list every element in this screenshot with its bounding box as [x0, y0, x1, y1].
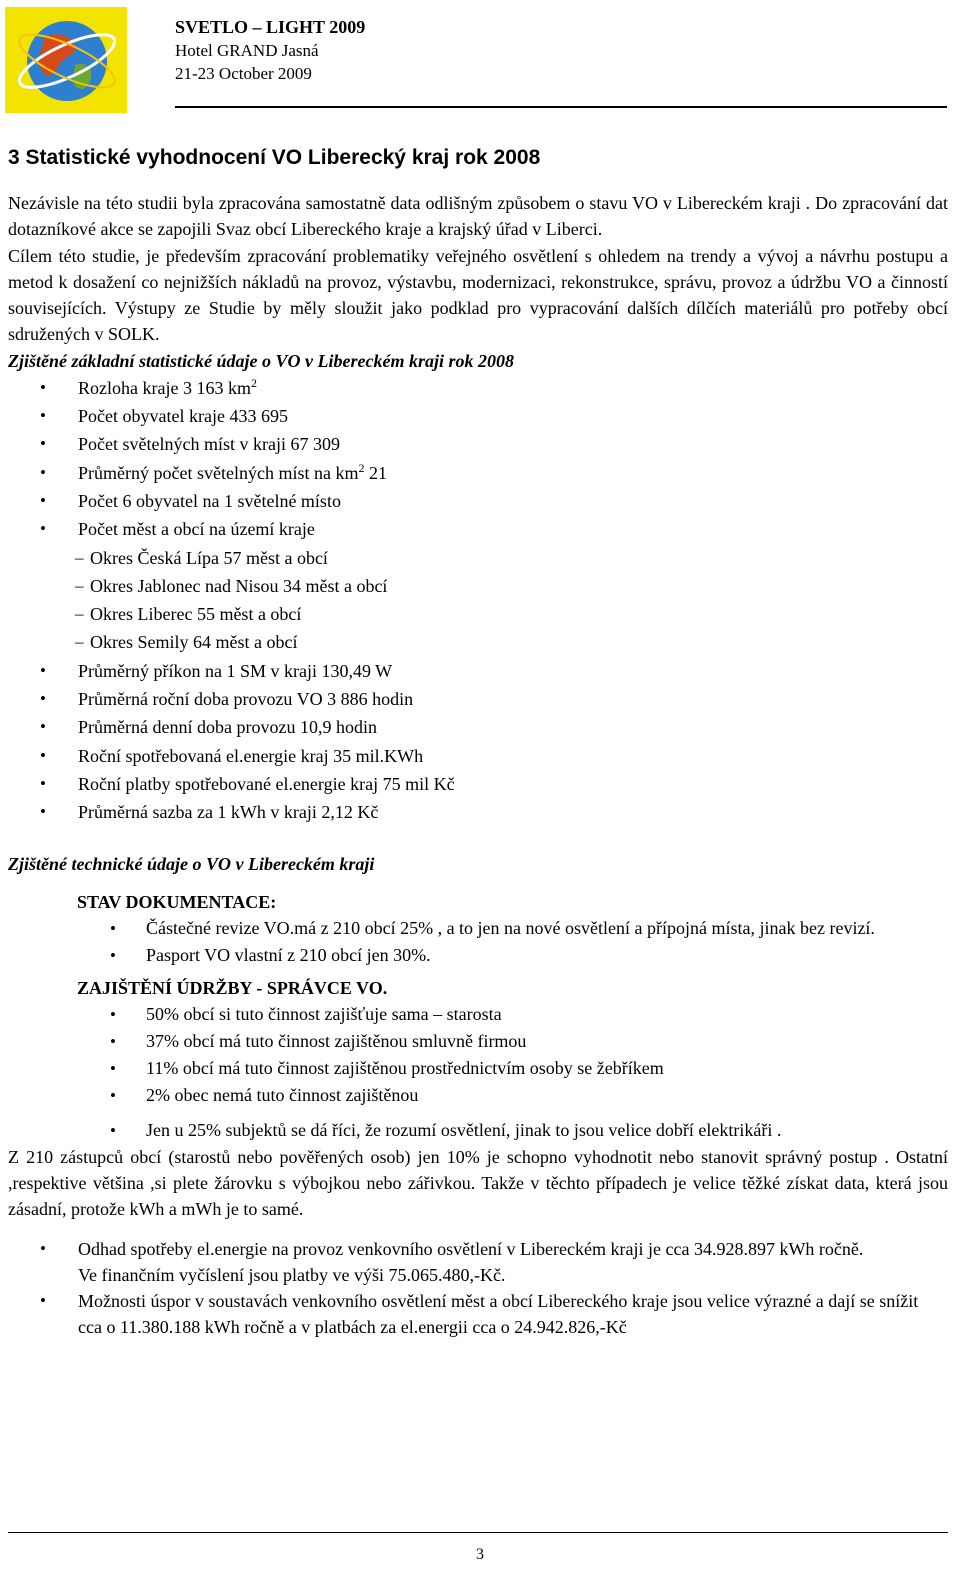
header-divider: [175, 106, 947, 108]
goal-paragraph: Cílem této studie, je především zpracování problematiky veřejného osvětlení s ohledem na trendy a vývoj a návrhu postupu a metod k dosažení co nejnižších nákladů na provoz, výstavbu, modernizaci, rekonstrukce, správu, provoz a údržbu VO a činností souvisejících. Výstupy ze Studie by měly sloužit jako podklad pro vypracování dalších dílčích materiálů pro potřeby obcí sdružených v SOLK.: [8, 245, 948, 345]
stats-heading: Zjištěné základní statistické údaje o VO v Libereckém kraji rok 2008: [8, 350, 514, 371]
list-item: • 50% obcí si tuto činnost zajišťuje sama – starosta: [8, 1001, 948, 1028]
list-item: • Počet 6 obyvatel na 1 světelné místo: [8, 487, 948, 515]
doc-list: [8, 915, 948, 969]
list-item: • 11% obcí má tuto činnost zajištěnou prostřednictvím osoby se žebříkem: [8, 1055, 948, 1082]
page-number: 3: [476, 1546, 484, 1563]
list-item: • Počet světelných míst v kraji 67 309: [8, 430, 948, 458]
list-item: • 37% obcí má tuto činnost zajištěnou smluvně firmou: [8, 1028, 948, 1055]
list-item: • 2% obec nemá tuto činnost zajištěnou: [8, 1082, 948, 1109]
list-item: • Jen u 25% subjektů se dá říci, že rozumí osvětlení, jinak to jsou velice dobří elektrikáři .: [8, 1117, 948, 1144]
district-item: – Okres Česká Lípa 57 měst a obcí: [8, 544, 948, 572]
list-item: • Odhad spotřeby el.energie na provoz venkovního osvětlení v Libereckém kraji je cca 34.928.897 kWh ročně. Ve finančním vyčíslení jsou platby ve výši 75.065.480,-Kč.: [8, 1236, 948, 1288]
district-item: – Okres Liberec 55 měst a obcí: [8, 600, 948, 628]
maintenance-heading: ZAJIŠTĚNÍ ÚDRŽBY - SPRÁVCE VO.: [77, 977, 388, 998]
list-item: • Průměrná denní doba provozu 10,9 hodin: [8, 713, 948, 741]
list-item: • Počet obyvatel kraje 433 695: [8, 402, 948, 430]
globe-logo-icon: [5, 7, 127, 113]
list-item: • Průměrný příkon na 1 SM v kraji 130,49 W: [8, 657, 948, 685]
conference-date: 21-23 October 2009: [175, 64, 312, 83]
conference-venue: Hotel GRAND Jasná: [175, 41, 319, 60]
section-title: 3 Statistické vyhodnocení VO Liberecký kraj rok 2008: [8, 146, 541, 169]
list-item: • Rozloha kraje 3 163 $km^2$: [8, 374, 948, 402]
conference-logo: [5, 7, 127, 113]
respondents-paragraph: Z 210 zástupců obcí (starostů nebo pověřených osob) jen 10% je schopno vyhodnotit nebo stanovit správný postup . Ostatní ,respektive většina ,si plete žárovku s výbojkou nebo zářivkou. Takže v těchto případech je velice těžké získat data, která jsou zásadní, protože kWh a mWh je to samé.: [8, 1146, 948, 1220]
page-header: [0, 0, 960, 115]
list-item: • Částečné revize VO.má z 210 obcí 25% , a to jen na nové osvětlení a přípojná místa, jinak bez revizí.: [8, 915, 948, 942]
list-item: • Počet měst a obcí na území kraje: [8, 515, 948, 543]
stats-list: [8, 374, 948, 827]
district-item: – Okres Semily 64 měst a obcí: [8, 628, 948, 656]
list-item: • Pasport VO vlastní z 210 obcí jen 30%.: [8, 942, 948, 969]
page-content: [8, 130, 948, 1340]
district-item: – Okres Jablonec nad Nisou 34 měst a obcí: [8, 572, 948, 600]
list-item: • Průměrná roční doba provozu VO 3 886 hodin: [8, 685, 948, 713]
conference-title: SVETLO – LIGHT 2009: [175, 17, 366, 37]
tech-heading: Zjištěné technické údaje o VO v Libereckém kraji: [8, 853, 375, 874]
list-item: • Roční platby spotřebované el.energie kraj 75 mil Kč: [8, 770, 948, 798]
list-item: • Možnosti úspor v soustavách venkovního osvětlení měst a obcí Libereckého kraje jsou velice výrazné a dají se snížit cca o 11.380.188 kWh ročně a v platbách za el.energii cca o 24.942.826,-Kč: [8, 1288, 948, 1340]
summary-list: [8, 1236, 948, 1340]
list-item: • Roční spotřebovaná el.energie kraj 35 mil.KWh: [8, 742, 948, 770]
footer-divider: [8, 1532, 948, 1533]
maintenance-list: [8, 1001, 948, 1144]
list-item: • Průměrná sazba za 1 kWh v kraji 2,12 Kč: [8, 798, 948, 826]
doc-heading: STAV DOKUMENTACE:: [77, 891, 277, 912]
list-item: • Průměrný počet světelných míst na $km^2$ 21: [8, 459, 948, 487]
intro-paragraph: Nezávisle na této studii byla zpracována samostatně data odlišným způsobem o stavu VO v Libereckém kraji . Do zpracování dat dotazníkové akce se zapojili Svaz obcí Libereckého kraje a krajský úřad v Liberci.: [8, 193, 948, 240]
